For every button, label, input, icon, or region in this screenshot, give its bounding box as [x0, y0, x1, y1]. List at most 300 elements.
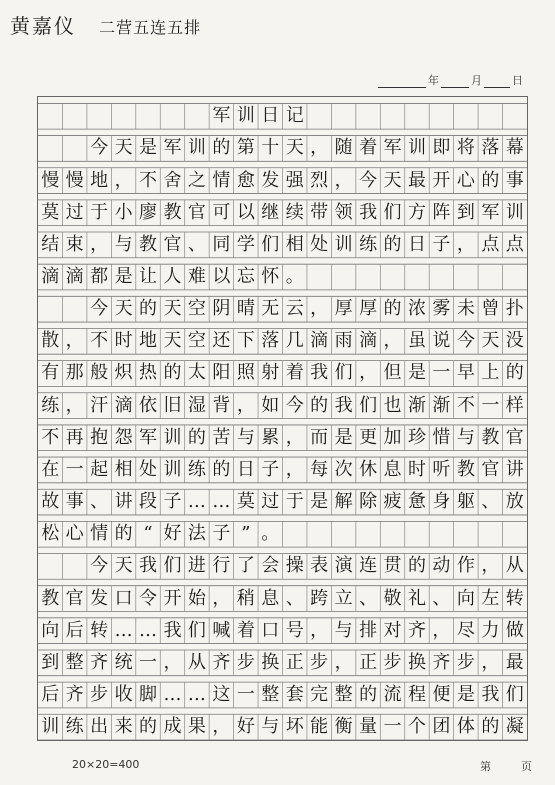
- grid-char: 出: [90, 716, 109, 738]
- grid-char: 心: [456, 169, 475, 191]
- grid-char: 情: [90, 523, 109, 545]
- grid-char: 怀: [261, 266, 280, 288]
- grid-char: 的: [359, 683, 378, 705]
- grid-char: 始: [187, 587, 206, 609]
- grid-char: 开: [163, 587, 182, 609]
- grid-char: 动: [432, 555, 451, 577]
- grid-char: 学: [236, 233, 255, 255]
- grid-char: 滴: [41, 266, 60, 288]
- grid-char: 我: [139, 555, 158, 577]
- grid-char: 今: [90, 298, 109, 320]
- grid-char: 强: [285, 169, 304, 191]
- grid-char: 上: [481, 362, 500, 384]
- grid-char: …: [114, 619, 133, 641]
- grid-char: 惜: [432, 426, 451, 448]
- grid-char: 滴: [310, 330, 329, 352]
- grid-char: 我: [334, 394, 353, 416]
- grid-char: 做: [505, 619, 524, 641]
- grid-char: 今: [90, 555, 109, 577]
- grid-char: 个: [407, 716, 426, 738]
- grid-char: 向: [456, 587, 475, 609]
- grid-char: 珍: [407, 426, 426, 448]
- grid-char: 几: [285, 330, 304, 352]
- grid-char: 的: [383, 233, 402, 255]
- grid-char: 有: [41, 362, 60, 384]
- grid-char: 这: [212, 683, 231, 705]
- grid-char: ，: [114, 169, 133, 191]
- grid-char: 齐: [90, 651, 109, 673]
- month-blank: [441, 75, 469, 88]
- grid-char: 讲: [114, 491, 133, 513]
- grid-char: 训: [41, 716, 60, 738]
- grid-char: 没: [505, 330, 524, 352]
- grid-char: ，: [212, 716, 231, 738]
- grid-char: 如: [261, 394, 280, 416]
- grid-char: 稍: [236, 587, 255, 609]
- grid-char: 听: [432, 458, 451, 480]
- grid-char: 累: [261, 426, 280, 448]
- grid-char: 能: [310, 716, 329, 738]
- grid-spec: 20×20=400: [72, 758, 140, 771]
- grid-char: 训: [505, 201, 524, 223]
- grid-char: 的: [114, 523, 133, 545]
- grid-char: 都: [90, 266, 109, 288]
- grid-char: 处: [310, 233, 329, 255]
- grid-char: 松: [41, 523, 60, 545]
- grid-char: 作: [456, 555, 475, 577]
- grid-char: 步: [236, 651, 255, 673]
- grid-char: 落: [261, 330, 280, 352]
- grid-char: 廖: [139, 201, 158, 223]
- day-label: 日: [512, 74, 523, 87]
- grid-char: 天: [114, 298, 133, 320]
- grid-char: 惫: [407, 491, 426, 513]
- grid-char: ，: [236, 394, 255, 416]
- grid-char: 整: [334, 683, 353, 705]
- grid-char: 换: [407, 651, 426, 673]
- grid-char: 喊: [212, 619, 231, 641]
- grid-char: 每: [310, 458, 329, 480]
- grid-char: 故: [41, 491, 60, 513]
- grid-char: 官: [505, 426, 524, 448]
- grid-char: 记: [285, 105, 304, 127]
- grid-char: 日: [236, 458, 255, 480]
- grid-char: 军: [212, 105, 231, 127]
- grid-char: 除: [359, 491, 378, 513]
- grid-char: 程: [407, 683, 426, 705]
- grid-char: 与: [456, 426, 475, 448]
- grid-char: …: [187, 683, 206, 705]
- grid-char: 地: [139, 330, 158, 352]
- grid-char: 天: [383, 169, 402, 191]
- grid-char: 我: [481, 683, 500, 705]
- grid-char: 汗: [90, 394, 109, 416]
- grid-char: 。: [261, 523, 280, 545]
- student-name: 黄嘉仪: [10, 14, 76, 38]
- grid-char: 的: [139, 716, 158, 738]
- grid-char: 射: [261, 362, 280, 384]
- grid-char: ，: [383, 330, 402, 352]
- grid-char: …: [163, 683, 182, 705]
- grid-char: …: [212, 491, 231, 513]
- grid-char: 一: [139, 651, 158, 673]
- grid-char: 流: [383, 683, 402, 705]
- grid-char: 情: [212, 169, 231, 191]
- grid-char: 日: [261, 105, 280, 127]
- grid-char: 开: [432, 169, 451, 191]
- grid-char: 太: [187, 362, 206, 384]
- year-label: 年: [428, 74, 439, 87]
- grid-char: 教: [163, 201, 182, 223]
- grid-char: 起: [90, 458, 109, 480]
- grid-char: 力: [481, 619, 500, 641]
- grid-char: 果: [187, 716, 206, 738]
- grid-char: 的: [481, 716, 500, 738]
- grid-char: 也: [383, 394, 402, 416]
- grid-char: 脚: [139, 683, 158, 705]
- grid-char: 今: [285, 394, 304, 416]
- grid-char: 齐: [65, 683, 84, 705]
- grid-char: 统: [114, 651, 133, 673]
- grid-char: 虽: [407, 330, 426, 352]
- grid-char: 的: [212, 458, 231, 480]
- grid-char: 不: [90, 330, 109, 352]
- year-blank: [378, 75, 426, 88]
- grid-char: 的: [407, 555, 426, 577]
- grid-char: 息: [261, 587, 280, 609]
- grid-char: 到: [456, 201, 475, 223]
- grid-char: “: [143, 523, 153, 545]
- grid-char: 连: [359, 555, 378, 577]
- grid-char: 、: [481, 491, 500, 513]
- grid-char: 从: [505, 555, 524, 577]
- grid-char: 训: [407, 137, 426, 159]
- grid-char: 天: [114, 137, 133, 159]
- grid-char: 训: [163, 426, 182, 448]
- grid-char: 们: [334, 362, 353, 384]
- grid-char: 正: [359, 651, 378, 673]
- grid-char: 领: [334, 201, 353, 223]
- grid-char: 一: [432, 362, 451, 384]
- grid-char: 会: [261, 555, 280, 577]
- grid-char: 量: [359, 716, 378, 738]
- grid-char: 我: [359, 201, 378, 223]
- grid-char: 让: [139, 266, 158, 288]
- grid-char: 行: [212, 555, 231, 577]
- grid-char: 相: [114, 458, 133, 480]
- grid-char: 子: [163, 491, 182, 513]
- grid-char: 便: [432, 683, 451, 705]
- grid-char: 了: [236, 555, 255, 577]
- grid-char: 换: [261, 651, 280, 673]
- grid-char: 下: [236, 330, 255, 352]
- grid-char: 厚: [334, 298, 353, 320]
- grid-char: 套: [285, 683, 304, 705]
- grid-char: 操: [285, 555, 304, 577]
- grid-char: 天: [163, 330, 182, 352]
- grid-char: 加: [383, 426, 402, 448]
- grid-char: 莫: [236, 491, 255, 513]
- grid-char: 幕: [505, 137, 524, 159]
- grid-char: 热: [139, 362, 158, 384]
- grid-char: 人: [163, 266, 182, 288]
- grid-char: 散: [41, 330, 60, 352]
- grid-char: 是: [456, 683, 475, 705]
- grid-char: 、: [359, 587, 378, 609]
- grid-char: 那: [65, 362, 84, 384]
- grid-char: …: [187, 491, 206, 513]
- grid-char: 随: [334, 137, 353, 159]
- grid-char: ，: [334, 651, 353, 673]
- grid-char: ，: [163, 651, 182, 673]
- grid-char: 转: [90, 619, 109, 641]
- grid-char: 未: [456, 298, 475, 320]
- grid-char: 练: [187, 458, 206, 480]
- grid-char: …: [139, 619, 158, 641]
- grid-char: 、: [432, 587, 451, 609]
- grid-char: 的: [187, 426, 206, 448]
- grid-char: 早: [456, 362, 475, 384]
- grid-char: 训: [236, 105, 255, 127]
- grid-char: 们: [187, 619, 206, 641]
- grid-char: 点: [505, 233, 524, 255]
- grid-char: 慢: [65, 169, 84, 191]
- grid-char: ，: [90, 233, 109, 255]
- grid-char: 训: [163, 458, 182, 480]
- grid-char: 一: [236, 683, 255, 705]
- grid-char: 空: [187, 330, 206, 352]
- grid-char: 后: [65, 619, 84, 641]
- grid-char: 敬: [383, 587, 402, 609]
- grid-char: 是: [310, 491, 329, 513]
- grid-char: 渐: [407, 394, 426, 416]
- grid-char: 天: [481, 330, 500, 352]
- grid-char: 练: [41, 394, 60, 416]
- day-blank: [484, 75, 510, 88]
- grid-char: 苦: [212, 426, 231, 448]
- grid-char: 一: [65, 458, 84, 480]
- grid-char: 怨: [114, 426, 133, 448]
- grid-char: ，: [359, 362, 378, 384]
- grid-char: ，: [285, 426, 304, 448]
- grid-char: 结: [41, 233, 60, 255]
- grid-char: 子: [261, 458, 280, 480]
- grid-char: 不: [41, 426, 60, 448]
- grid-char: 时: [114, 330, 133, 352]
- grid-char: 收: [114, 683, 133, 705]
- grid-char: 齐: [212, 651, 231, 673]
- grid-char: 烈: [310, 169, 329, 191]
- grid-char: 步: [310, 651, 329, 673]
- grid-char: 空: [187, 298, 206, 320]
- grid-char: 于: [285, 491, 304, 513]
- grid-char: 令: [139, 587, 158, 609]
- grid-char: 着: [359, 137, 378, 159]
- page-number: [480, 758, 532, 774]
- grid-char: 舍: [163, 169, 182, 191]
- grid-char: 练: [359, 233, 378, 255]
- grid-char: 天: [163, 298, 182, 320]
- grid-char: 束: [65, 233, 84, 255]
- grid-char: 向: [41, 619, 60, 641]
- grid-char: 、: [90, 491, 109, 513]
- grid-char: 阳: [212, 362, 231, 384]
- grid-char: 事: [65, 491, 84, 513]
- grid-char: 好: [236, 716, 255, 738]
- grid-char: 们: [163, 555, 182, 577]
- grid-char: 同: [212, 233, 231, 255]
- grid-char: 地: [90, 169, 109, 191]
- grid-char: 更: [359, 426, 378, 448]
- grid-char: 的: [163, 362, 182, 384]
- grid-char: 跨: [310, 587, 329, 609]
- grid-char: ，: [65, 330, 84, 352]
- grid-char: 身: [432, 491, 451, 513]
- grid-char: 旧: [163, 394, 182, 416]
- grid-char: 晴: [236, 298, 255, 320]
- grid-char: 好: [163, 523, 182, 545]
- grid-char: 步: [456, 651, 475, 673]
- grid-char: ，: [65, 394, 84, 416]
- grid-char: 后: [41, 683, 60, 705]
- grid-char: 云: [285, 298, 304, 320]
- grid-char: 子: [432, 233, 451, 255]
- grid-char: 小: [114, 201, 133, 223]
- grid-char: 但: [383, 362, 402, 384]
- grid-char: 我: [163, 619, 182, 641]
- grid-char: 炽: [114, 362, 133, 384]
- grid-char: 军: [163, 137, 182, 159]
- grid-char: ”: [241, 523, 251, 545]
- grid-char: 扑: [505, 298, 524, 320]
- grid-char: 口: [261, 619, 280, 641]
- grid-char: 次: [334, 458, 353, 480]
- grid-char: 不: [139, 169, 158, 191]
- grid-char: 的: [139, 298, 158, 320]
- grid-char: 点: [481, 233, 500, 255]
- page-label-prefix: 第: [480, 760, 491, 773]
- grid-char: 慢: [41, 169, 60, 191]
- grid-lines: [38, 97, 527, 740]
- grid-char: 们: [359, 394, 378, 416]
- grid-char: ，: [334, 169, 353, 191]
- grid-char: 训: [187, 137, 206, 159]
- grid-char: 口: [114, 587, 133, 609]
- grid-char: 们: [383, 201, 402, 223]
- grid-char: 时: [407, 458, 426, 480]
- grid-char: 忘: [236, 266, 255, 288]
- grid-char: 阵: [432, 201, 451, 223]
- grid-char: 坏: [285, 716, 304, 738]
- grid-char: 着: [236, 619, 255, 641]
- grid-char: 官: [163, 233, 182, 255]
- grid-char: 无: [261, 298, 280, 320]
- grid-char: 对: [383, 619, 402, 641]
- grid-char: 日: [407, 233, 426, 255]
- grid-char: 教: [41, 587, 60, 609]
- grid-char: 。: [285, 266, 304, 288]
- grid-char: 排: [359, 619, 378, 641]
- grid-char: 今: [359, 169, 378, 191]
- grid-char: 雨: [334, 330, 353, 352]
- grid-char: 演: [334, 555, 353, 577]
- grid-char: 步: [383, 651, 402, 673]
- grid-char: ，: [310, 137, 329, 159]
- grid-char: 团: [432, 716, 451, 738]
- grid-char: 继: [261, 201, 280, 223]
- grid-char: 休: [359, 458, 378, 480]
- grid-char: ，: [285, 458, 304, 480]
- grid-char: 从: [187, 651, 206, 673]
- grid-char: 曾: [481, 298, 500, 320]
- date-line: [378, 72, 525, 88]
- grid-char: 一: [481, 394, 500, 416]
- grid-char: 不: [456, 394, 475, 416]
- grid-char: ，: [310, 298, 329, 320]
- grid-char: 进: [187, 555, 206, 577]
- grid-char: 般: [90, 362, 109, 384]
- grid-char: 滴: [359, 330, 378, 352]
- grid-char: 军: [481, 201, 500, 223]
- grid-char: ，: [481, 651, 500, 673]
- grid-char: 尽: [456, 619, 475, 641]
- grid-char: 教: [139, 233, 158, 255]
- month-label: 月: [471, 74, 482, 87]
- grid-char: 莫: [41, 201, 60, 223]
- grid-char: ，: [456, 233, 475, 255]
- grid-char: 与: [114, 233, 133, 255]
- grid-char: 齐: [432, 651, 451, 673]
- grid-char: 是: [139, 137, 158, 159]
- grid-char: 第: [236, 137, 255, 159]
- grid-char: 今: [90, 137, 109, 159]
- grid-char: 滴: [114, 394, 133, 416]
- student-unit: 二营五连五排: [99, 18, 202, 37]
- grid-char: 的: [212, 137, 231, 159]
- grid-char: 于: [90, 201, 109, 223]
- grid-char: 即: [432, 137, 451, 159]
- page-label-suffix: 页: [521, 760, 532, 773]
- grid-char: 阴: [212, 298, 231, 320]
- grid-char: 齐: [407, 619, 426, 641]
- grid-char: 军: [139, 426, 158, 448]
- grid-char: 而: [310, 426, 329, 448]
- grid-char: 样: [505, 394, 524, 416]
- grid-char: ，: [310, 619, 329, 641]
- grid-char: 过: [261, 491, 280, 513]
- grid-char: 左: [481, 587, 500, 609]
- grid-char: 号: [285, 619, 304, 641]
- grid-char: 发: [261, 169, 280, 191]
- header: [10, 10, 201, 39]
- grid-char: 立: [334, 587, 353, 609]
- grid-char: 浓: [407, 298, 426, 320]
- grid-char: 方: [407, 201, 426, 223]
- grid-char: 的: [310, 394, 329, 416]
- grid-char: 官: [187, 201, 206, 223]
- grid-char: 在: [41, 458, 60, 480]
- grid-char: 带: [310, 201, 329, 223]
- grid-char: 厚: [359, 298, 378, 320]
- grid-char: 天: [114, 555, 133, 577]
- grid-char: 子: [212, 523, 231, 545]
- grid-char: 与: [334, 619, 353, 641]
- writing-grid: [37, 96, 528, 741]
- grid-char: 们: [261, 233, 280, 255]
- grid-char: 到: [41, 651, 60, 673]
- grid-char: 、: [187, 233, 206, 255]
- grid-char: 息: [383, 458, 402, 480]
